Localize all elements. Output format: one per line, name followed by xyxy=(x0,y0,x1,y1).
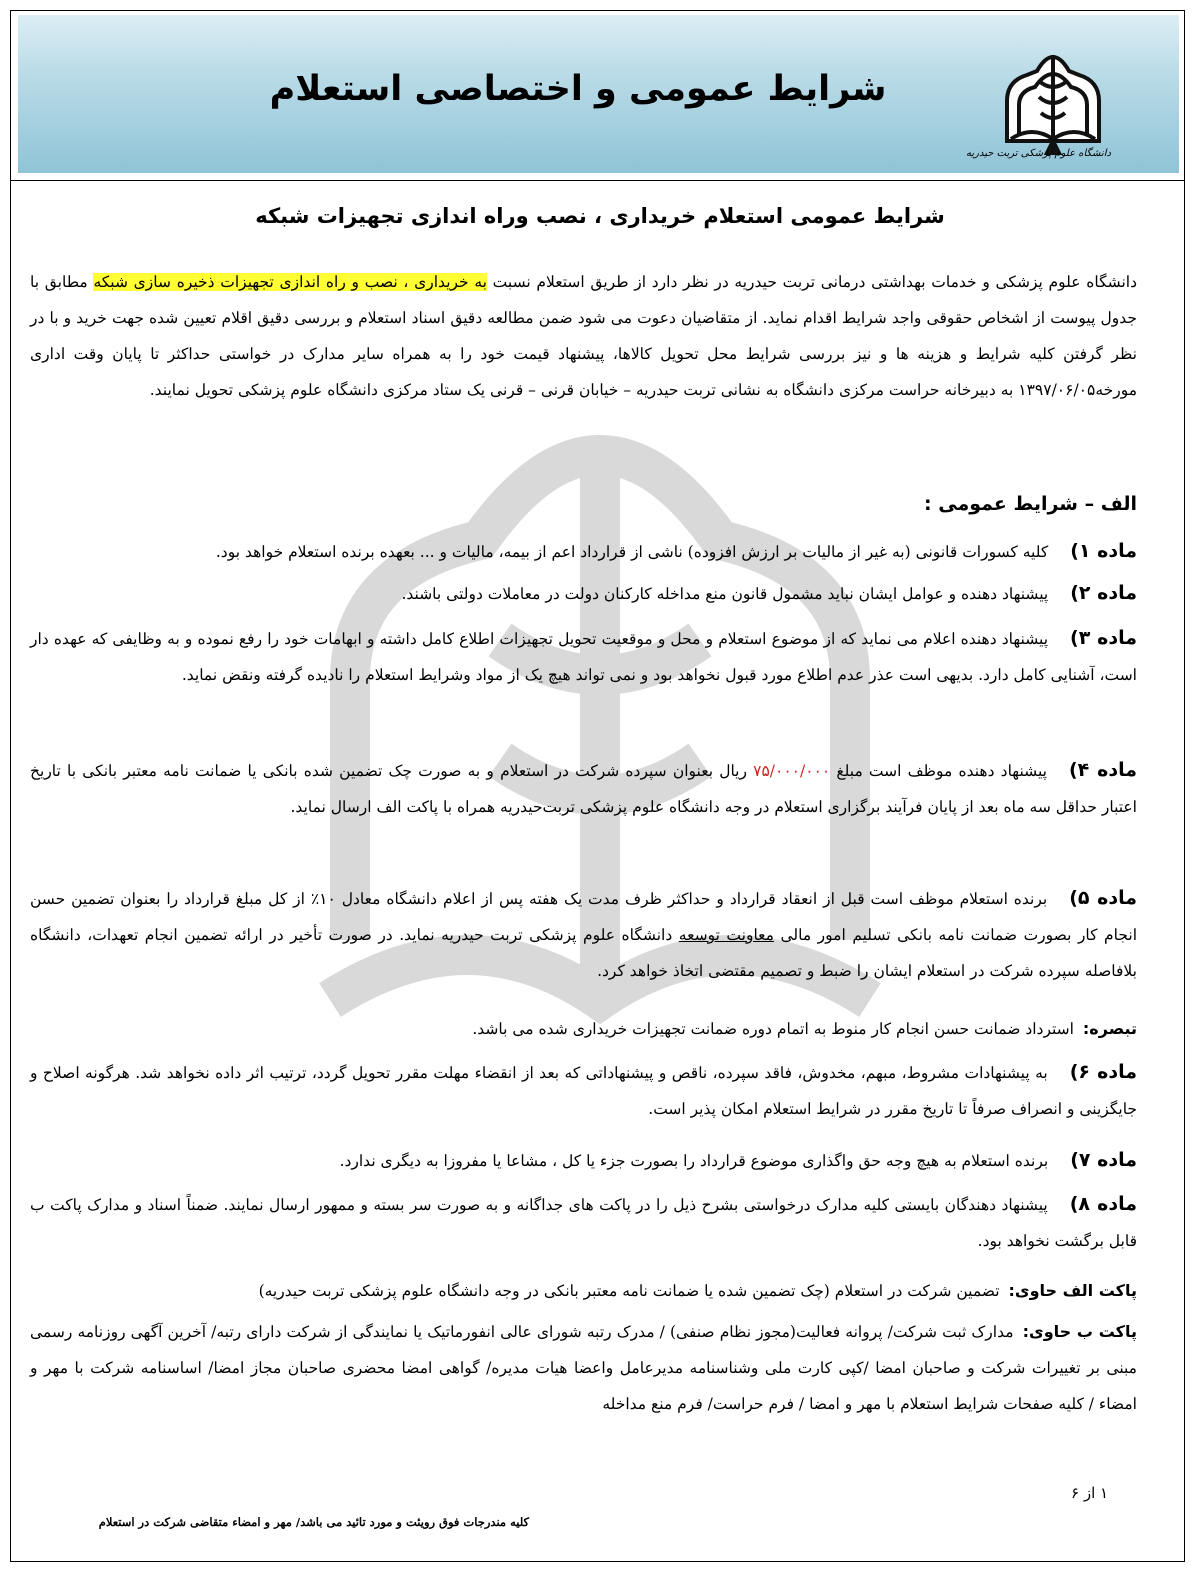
article-2-label: ماده ۲) xyxy=(1070,582,1137,604)
header-divider xyxy=(10,180,1185,181)
article-4 xyxy=(30,752,1137,825)
article-6-label: ماده ۶) xyxy=(1069,1061,1137,1083)
article-5-text-start: برنده استعلام موظف است قبل از انعقاد قرارداد و حداکثر ظرف مدت یک هفته پس از اعلام دانشگاه معادل ۱۰٪ از کل مبلغ قرارداد را بعنوان تضمین حسن انجام کار بصورت ضمانت نامه بانکی تسلیم امور مالی xyxy=(30,890,1138,944)
intro-highlight: به خریداری ، نصب و راه اندازی تجهیزات ذخیره سازی شبکه xyxy=(93,273,487,291)
note xyxy=(472,1019,1137,1038)
document-title: شرایط عمومی استعلام خریداری ، نصب وراه اندازی تجهیزات شبکه xyxy=(255,204,945,228)
article-6 xyxy=(30,1054,1137,1127)
article-8-label: ماده ۸) xyxy=(1069,1193,1137,1215)
note-text: استرداد ضمانت حسن انجام کار منوط به اتمام دوره ضمانت تجهیزات خریداری شده می باشد. xyxy=(472,1020,1079,1038)
article-5-text-end: دانشگاه علوم پزشکی تربت حیدریه نماید. در صورت تأخیر در ارائه تضمین انجام تعهدات، دانشگاه بلافاصله سپرده شرکت در استعلام ایشان را ضبط و تصمیم مقتضی اتخاذ خواهد کرد. xyxy=(30,926,1137,980)
article-5-underlined: معاونت توسعه xyxy=(678,926,774,944)
article-5 xyxy=(30,880,1137,989)
intro-text-end: مطابق با جدول پیوست از اشخاص حقوقی واجد شرایط اقدام نماید. از متقاضیان دعوت می شود ضمن مطالعه دقیق اسناد استعلام و بررسی دقیق اقلام تعیین شده جهت خرید و با در نظر گرفتن کلیه شرایط و هزینه ها و نیز بررسی شرایط محل تحویل کالاها، پیشنهاد قیمت خود را به همراه سایر مدارک در خواستی حداکثر تا پایان وقت اداری مورخه۱۳۹۷/۰۶/۰۵ به دبیرخانه حراست مرکزی دانشگاه به نشانی تربت حیدریه – خیابان قرنی – قرنی یک ستاد مرکزی دانشگاه علوم پزشکی تحویل نمایند. xyxy=(30,273,1137,399)
footer-note: کلیه مندرجات فوق رویئت و مورد تائید می باشد/ مهر و امضاء متقاضی شرکت در استعلام xyxy=(98,1515,529,1529)
article-4-text-end: ریال بعنوان سپرده شرکت در استعلام و به صورت چک تضمین شده بانکی یا ضمانت نامه معتبر بانکی با تاریخ اعتبار حداقل سه ماه بعد از پایان فرآیند برگزاری استعلام در وجه دانشگاه علوم پزشکی تربت‌حیدریه همراه با پاکت الف ارسال نماید. xyxy=(30,762,1137,816)
article-7-text: برنده استعلام به هیچ وجه حق واگذاری موضوع قرارداد را بصورت جزء یا کل ، مشاعا یا مفروزا به دیگری ندارد. xyxy=(339,1152,1049,1170)
article-4-text-start: پیشنهاد دهنده موظف است مبلغ xyxy=(830,762,1047,780)
article-2 xyxy=(401,582,1137,604)
intro-text-start: دانشگاه علوم پزشکی و خدمات بهداشتی درمانی تربت حیدریه در نظر دارد از طریق استعلام نسبت xyxy=(486,273,1137,291)
article-2-text: پیشنهاد دهنده و عوامل ایشان نباید مشمول قانون منع مداخله کارکنان دولت در معاملات دولتی باشند. xyxy=(401,585,1049,603)
article-5-label: ماده ۵) xyxy=(1069,887,1138,909)
article-4-label: ماده ۴) xyxy=(1068,759,1137,781)
article-3 xyxy=(30,620,1137,693)
article-1-label: ماده ۱) xyxy=(1070,540,1137,562)
packet-b xyxy=(30,1314,1137,1422)
header-title: شرایط عمومی و اختصاصی استعلام xyxy=(269,69,887,109)
article-3-text: پیشنهاد دهنده اعلام می نماید که از موضوع استعلام و محل و موقعیت تحویل تجهیزات اطلاع کامل داشته و ابهامات خود را رفع نموده و به وظایفی که عهده دار است، آشنایی کامل دارد. بدیهی است عذر عدم اطلاع مورد قبول نخواهد بود و نمی تواند هیچ یک از مواد وشرایط استعلام را نادیده گرفته ونقض نماید. xyxy=(30,630,1137,684)
article-6-text: به پیشنهادات مشروط، مبهم، مخدوش، فاقد سپرده، ناقص و پیشنهاداتی که بعد از انقضاء مهلت مقرر تحویل گردد، ترتیب اثر داده نخواهد شد. هرگونه اصلاح و جایگزینی و انصراف صرفاً تا تاریخ مقرر در شرایط استعلام امکان پذیر است. xyxy=(30,1064,1137,1118)
packet-b-label: پاکت ب حاوی: xyxy=(1022,1322,1137,1341)
packet-a-label: پاکت الف حاوی: xyxy=(1008,1281,1137,1300)
note-label: تبصره: xyxy=(1082,1019,1137,1038)
intro-paragraph xyxy=(30,264,1137,408)
university-emblem-icon xyxy=(997,41,1109,163)
article-4-amount: ۷۵/۰۰۰/۰۰۰ xyxy=(753,762,831,780)
article-8-text: پیشنهاد دهندگان بایستی کلیه مدارک درخواستی بشرح ذیل را در پاکت های جداگانه و به صورت سر بسته و ممهور ارسال نمایند. ضمناً اسناد و مدارک پاکت ب قابل برگشت نخواهد بود. xyxy=(30,1196,1137,1250)
article-7-label: ماده ۷) xyxy=(1070,1149,1137,1171)
article-8 xyxy=(30,1186,1137,1259)
header-banner xyxy=(18,15,1179,173)
packet-a-text: تضمین شرکت در استعلام (چک تضمین شده یا ضمانت نامه معتبر بانکی در وجه دانشگاه علوم پزشکی تربت حیدریه) xyxy=(258,1282,1005,1300)
packet-a xyxy=(259,1281,1137,1300)
section-heading-general: الف – شرایط عمومی : xyxy=(924,493,1137,515)
packet-b-text: مدارک ثبت شرکت/ پروانه فعالیت(مجوز نظام صنفی) / مدرک رتبه شورای عالی انفورماتیک یا نمایندگی از شرکت دارای رتبه/ آخرین آگهی روزنامه رسمی مبنی بر تغییرات شرکت و صاحبان امضا /کپی کارت ملی وشناسنامه مدیرعامل واعضا هیات مدیره/ گواهی امضا محضری صاحبان مجاز امضا/ اساسنامه شرکت با مهر و امضاء / کلیه صفحات شرایط استعلام با مهر و امضا / فرم حراست/ فرم منع مداخله xyxy=(30,1323,1137,1413)
article-1 xyxy=(216,540,1137,562)
article-7 xyxy=(340,1149,1137,1171)
page-number: ۱ از ۶ xyxy=(1071,1484,1109,1502)
article-3-label: ماده ۳) xyxy=(1070,627,1138,649)
logo-caption: دانشگاه علوم پزشکی تربت حیدریه xyxy=(966,148,1111,159)
article-1-text: کلیه کسورات قانونی (به غیر از مالیات بر ارزش افزوده) ناشی از قرارداد اعم از بیمه، مالیات و ... بعهده برنده استعلام خواهد بود. xyxy=(215,543,1049,561)
